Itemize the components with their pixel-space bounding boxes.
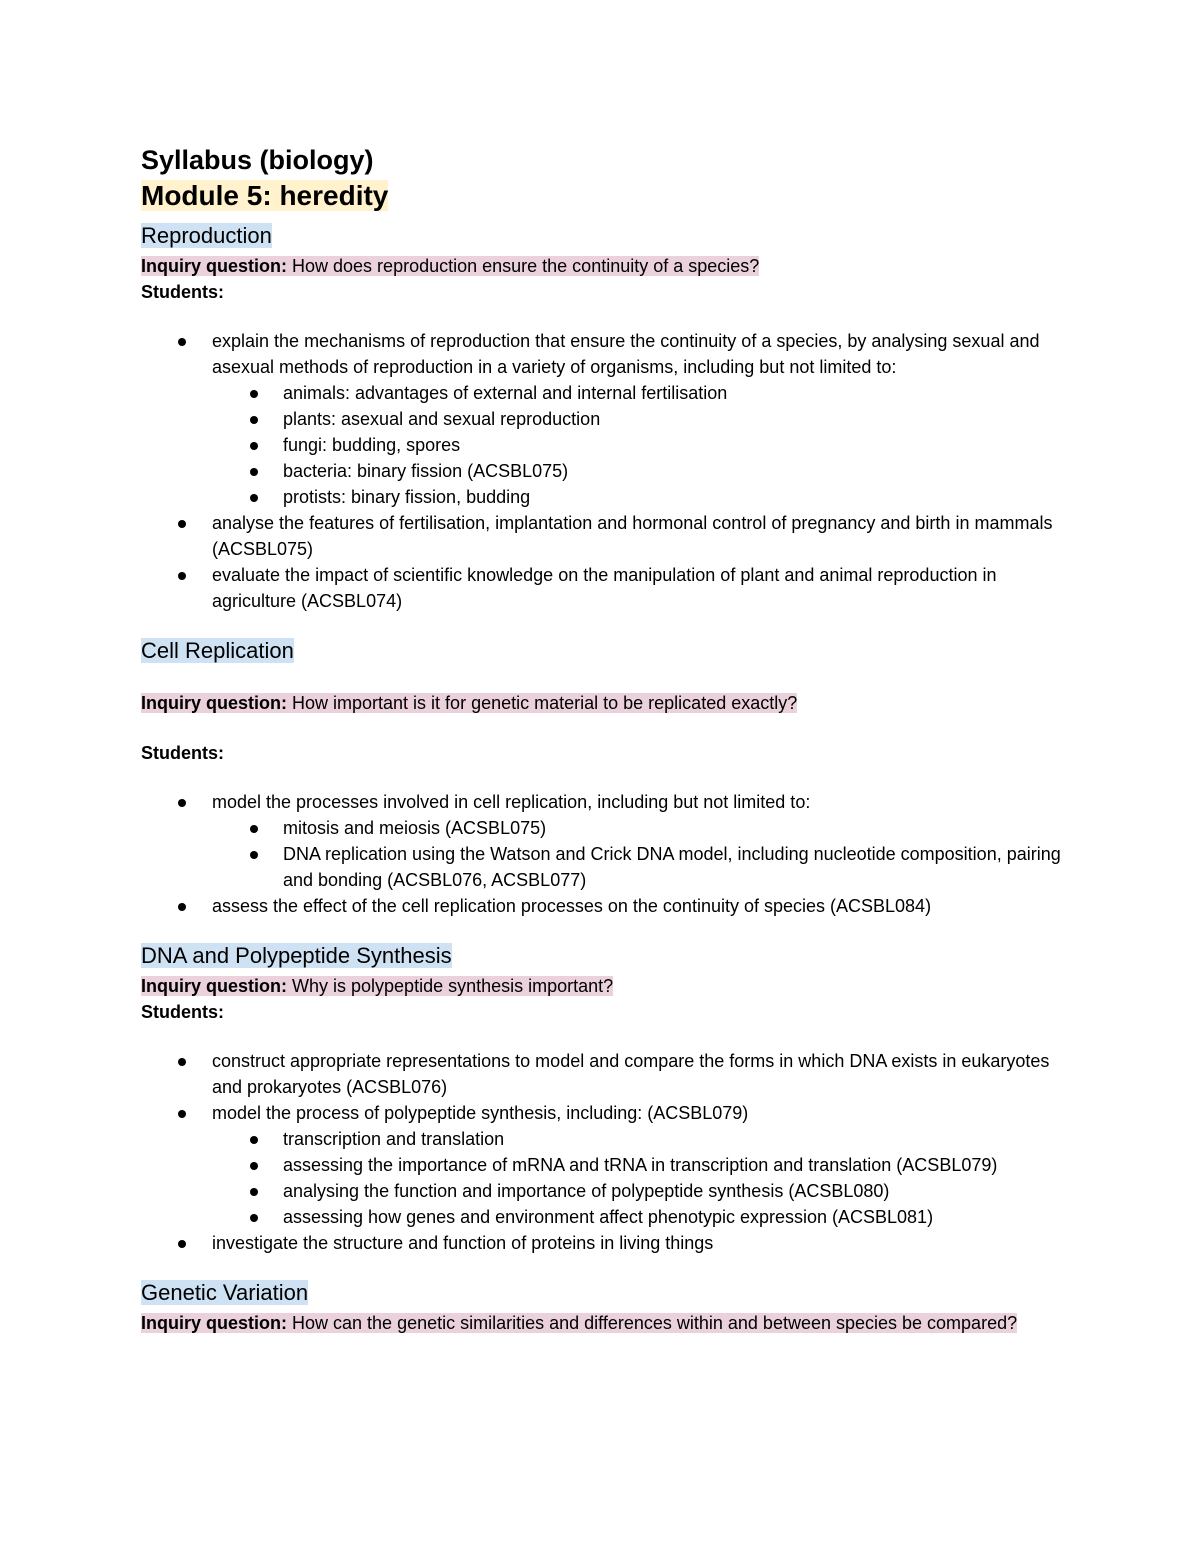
section-cell-replication [141, 636, 1071, 919]
list-item [212, 328, 1071, 510]
list-item-text: model the process of polypeptide synthesis, including: (ACSBL079) [212, 1103, 749, 1123]
inquiry-label: Inquiry question: [141, 976, 287, 996]
inquiry-question [141, 1310, 1071, 1336]
section-title-text: Reproduction [141, 223, 272, 248]
inquiry-label: Inquiry question: [141, 1313, 287, 1333]
outcome-list [212, 328, 1071, 614]
sub-list-item: plants: asexual and sexual reproduction [283, 406, 1071, 432]
list-item: analyse the features of fertilisation, implantation and hormonal control of pregnancy and birth in mammals (ACSBL075) [212, 510, 1071, 562]
inquiry-text: How does reproduction ensure the continuity of a species? [292, 256, 760, 276]
inquiry-question [141, 973, 1071, 999]
inquiry-text: How can the genetic similarities and differences within and between species be compared? [292, 1313, 1018, 1333]
inquiry-text: How important is it for genetic material to be replicated exactly? [292, 693, 798, 713]
sub-list-item: animals: advantages of external and internal fertilisation [283, 380, 1071, 406]
students-label: Students: [141, 1002, 224, 1022]
sub-list [283, 380, 1071, 510]
inquiry-question [141, 690, 1071, 716]
section-reproduction [141, 221, 1071, 614]
sub-list [283, 1126, 1071, 1230]
section-title-text: Genetic Variation [141, 1280, 309, 1305]
section-genetic-variation [141, 1278, 1071, 1336]
section-title [141, 1278, 1071, 1308]
module-title-text: Module 5: heredity [141, 180, 389, 211]
section-title [141, 636, 1071, 666]
sub-list-item: analysing the function and importance of polypeptide synthesis (ACSBL080) [283, 1178, 1071, 1204]
sub-list-item: assessing the importance of mRNA and tRNA in transcription and translation (ACSBL079) [283, 1152, 1071, 1178]
sub-list-item: assessing how genes and environment affect phenotypic expression (ACSBL081) [283, 1204, 1071, 1230]
section-title-text: DNA and Polypeptide Synthesis [141, 943, 452, 968]
section-title-text: Cell Replication [141, 638, 294, 663]
sub-list-item: fungi: budding, spores [283, 432, 1071, 458]
list-item: investigate the structure and function of proteins in living things [212, 1230, 1071, 1256]
sub-list-item: transcription and translation [283, 1126, 1071, 1152]
document-content [141, 143, 1071, 1336]
students-label: Students: [141, 282, 224, 302]
document-title: Syllabus (biology) [141, 145, 374, 175]
sub-list-item: protists: binary fission, budding [283, 484, 1071, 510]
section-dna-polypeptide [141, 941, 1071, 1256]
inquiry-text: Why is polypeptide synthesis important? [292, 976, 614, 996]
section-title [141, 941, 1071, 971]
list-item [212, 1100, 1071, 1230]
list-item: construct appropriate representations to model and compare the forms in which DNA exists in eukaryotes and prokaryotes (ACSBL076) [212, 1048, 1071, 1100]
students-label: Students: [141, 743, 224, 763]
list-item [212, 789, 1071, 893]
section-title [141, 221, 1071, 251]
sub-list [283, 815, 1071, 893]
inquiry-question [141, 253, 1071, 279]
list-item: evaluate the impact of scientific knowledge on the manipulation of plant and animal reproduction in agriculture (ACSBL074) [212, 562, 1071, 614]
list-item-text: model the processes involved in cell replication, including but not limited to: [212, 792, 811, 812]
sub-list-item: mitosis and meiosis (ACSBL075) [283, 815, 1071, 841]
outcome-list [212, 789, 1071, 919]
list-item-text: explain the mechanisms of reproduction that ensure the continuity of a species, by analysing sexual and asexual methods of reproduction in a variety of organisms, including but not limited to: [212, 331, 1040, 377]
sub-list-item: DNA replication using the Watson and Crick DNA model, including nucleotide composition, pairing and bonding (ACSBL076, ACSBL077) [283, 841, 1071, 893]
module-title [141, 177, 1071, 215]
inquiry-label: Inquiry question: [141, 256, 287, 276]
sub-list-item: bacteria: binary fission (ACSBL075) [283, 458, 1071, 484]
inquiry-label: Inquiry question: [141, 693, 287, 713]
list-item: assess the effect of the cell replication processes on the continuity of species (ACSBL084) [212, 893, 1071, 919]
outcome-list [212, 1048, 1071, 1256]
